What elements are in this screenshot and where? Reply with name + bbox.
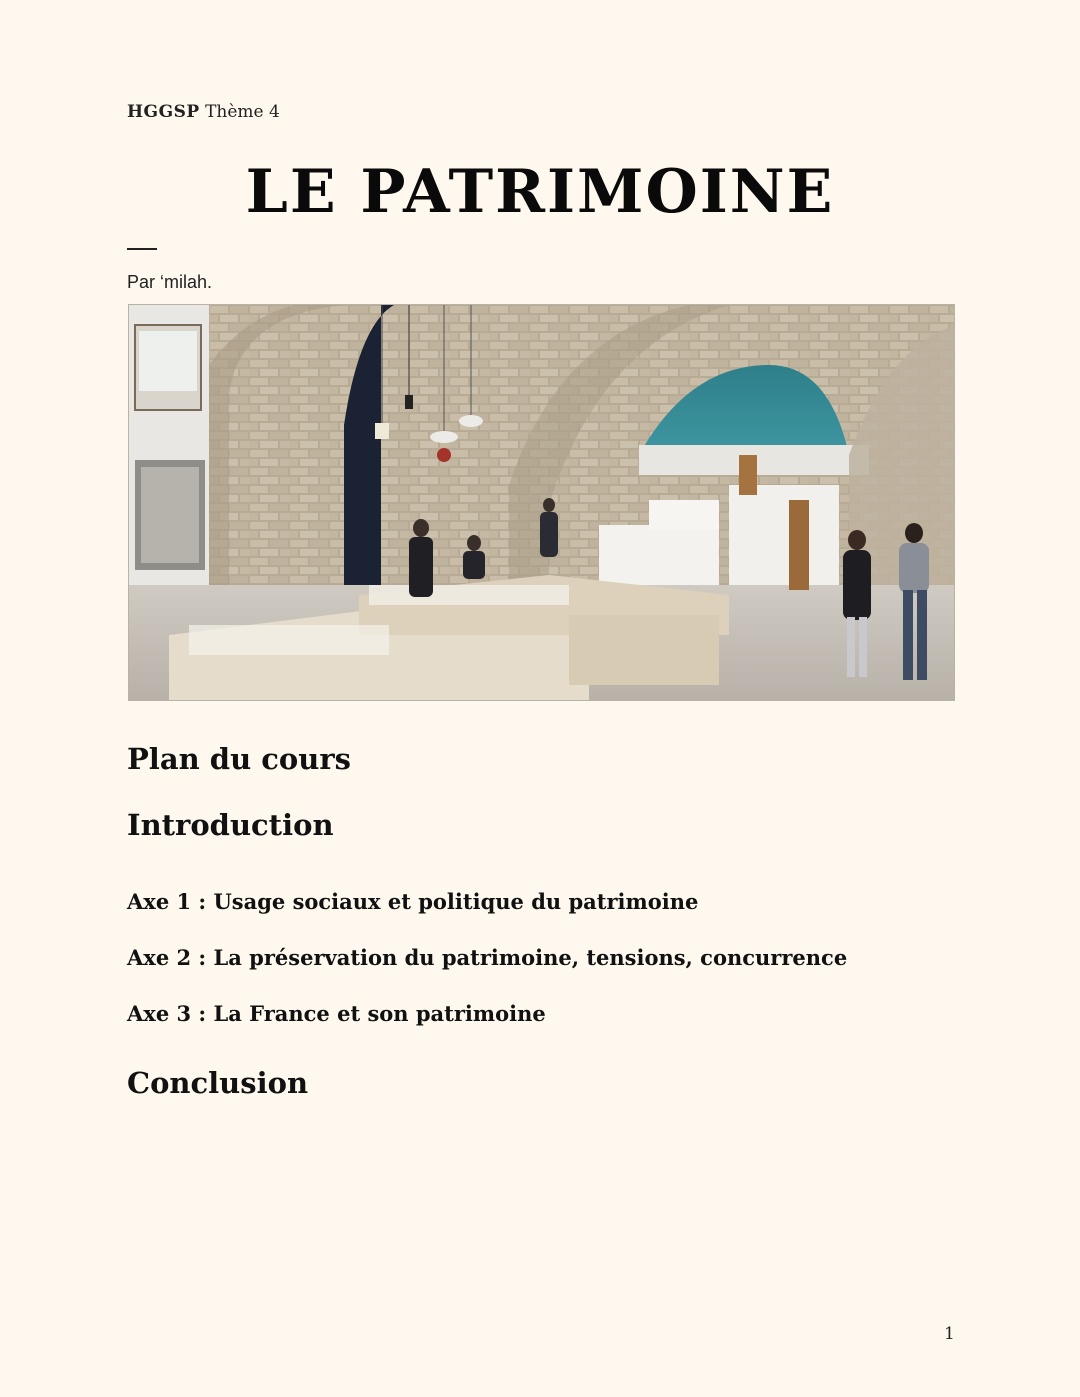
plan-axe-3: Axe 3 : La France et son patrimoine	[127, 1001, 546, 1026]
page-title: LE PATRIMOINE	[245, 157, 835, 227]
introduction-heading: Introduction	[127, 808, 334, 842]
theme-label: Thème 4	[205, 102, 280, 122]
plan-axe-1: Axe 1 : Usage sociaux et politique du patrimoine	[127, 889, 699, 914]
plan-axe-2: Axe 2 : La préservation du patrimoine, tensions, concurrence	[127, 945, 848, 970]
title-divider	[127, 248, 157, 250]
page-number: 1	[944, 1324, 955, 1344]
conclusion-heading: Conclusion	[127, 1066, 309, 1100]
course-code: HGGSP	[127, 102, 200, 122]
author-line: Par ‘milah.	[127, 272, 213, 292]
plan-heading: Plan du cours	[127, 742, 351, 776]
museum-photo	[128, 304, 955, 701]
document-header	[127, 102, 280, 122]
